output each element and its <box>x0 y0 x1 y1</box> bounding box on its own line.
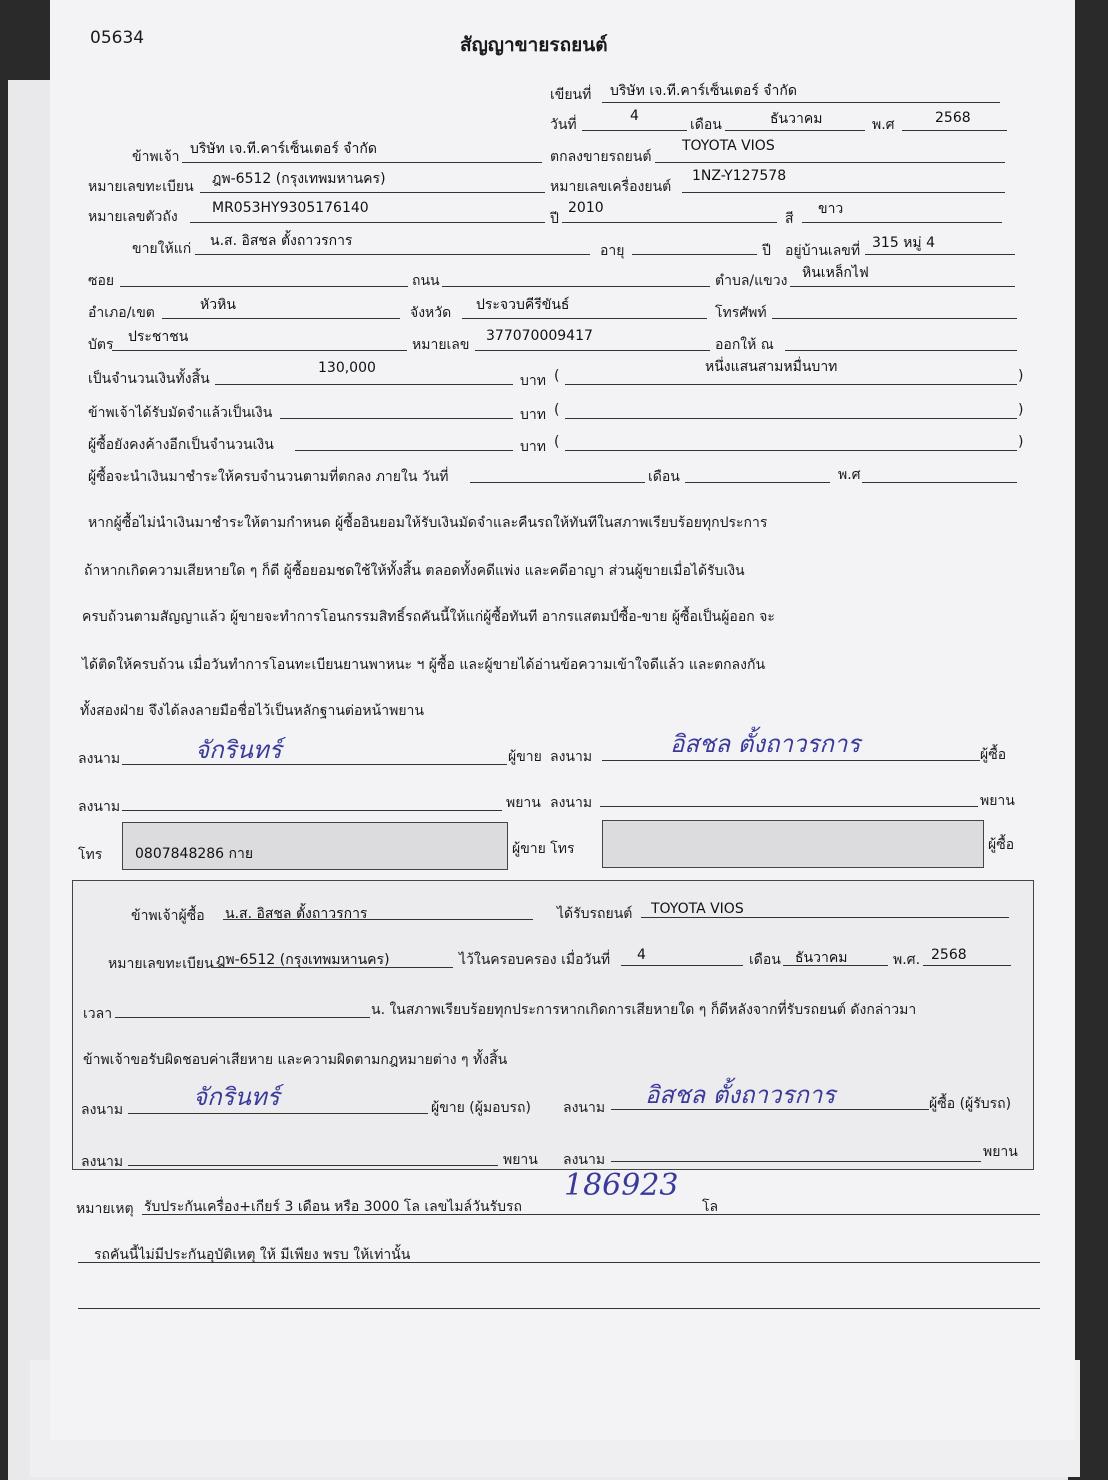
receipt-year-line <box>923 965 1011 966</box>
seller-role-label: ผู้ขาย <box>508 749 542 765</box>
house-label: อยู่บ้านเลขที่ <box>785 243 861 259</box>
color-label: สี <box>785 211 794 227</box>
card-no-value: 377070009417 <box>486 328 593 344</box>
issued-label: ออกให้ ณ <box>715 337 774 353</box>
doc-number: 05634 <box>90 28 145 48</box>
receipt-model-value: TOYOTA VIOS <box>651 901 744 917</box>
terms-line-4: ได้ติดให้ครบถ้วน เมื่อวันทำการโอนทะเบียนยานพาหนะ ฯ ผู้ซื้อ และผู้ขายได้อ่านข้อความเข้าใจดีแล้ว และตกลงกัน <box>82 657 766 673</box>
receipt-year-value: 2568 <box>931 947 967 963</box>
seller-sign-line <box>122 764 507 765</box>
deposit-line <box>280 418 513 419</box>
due-year-label: พ.ศ <box>838 467 861 483</box>
sell-to-label: ขายให้แก่ <box>132 241 192 257</box>
remain-open-paren: ( <box>554 434 560 450</box>
buyer-role-label: ผู้ซื้อ <box>980 747 1007 763</box>
buyer-name-value: น.ส. อิสชล ตั้งถาวรการ <box>210 233 353 249</box>
receipt-day-value: 4 <box>637 947 646 963</box>
due-month-label: เดือน <box>648 469 680 485</box>
deposit-words-line <box>565 418 1017 419</box>
seller-phone-box <box>122 822 508 870</box>
receipt-seller-role: ผู้ขาย (ผู้มอบรถ) <box>431 1100 531 1116</box>
seller-line <box>182 162 542 163</box>
year-line <box>902 130 1007 131</box>
plate-value: ฎพ-6512 (กรุงเทพมหานคร) <box>212 171 386 187</box>
receipt-time-label: เวลา <box>83 1006 113 1022</box>
witness1-sign-label: ลงนาม <box>78 799 121 815</box>
card-label: บัตร <box>88 337 114 353</box>
district-label: อำเภอ/เขต <box>88 305 155 321</box>
due-label: ผู้ซื้อจะนำเงินมาชำระให้ครบจำนวนตามที่ตกลง ภายใน วันที่ <box>88 469 449 485</box>
seller-phone-value: 0807848286 กาย <box>135 846 254 862</box>
chassis-label: หมายเลขตัวถัง <box>88 209 178 225</box>
due-year-line <box>862 482 1017 483</box>
province-label: จังหวัด <box>410 305 452 321</box>
receipt-time-line <box>115 1017 370 1018</box>
month-label: เดือน <box>690 117 722 133</box>
color-value: ขาว <box>818 201 844 217</box>
terms-line-1: หากผู้ซื้อไม่นำเงินมาชำระให้ตามกำหนด ผู้ซื้ออินยอมให้รับเงินมัดจำและคืนรถให้ทันทีในสภาพเรียบร้อยทุกประการ <box>88 515 768 531</box>
deposit-label: ข้าพเจ้าได้รับมัดจำแล้วเป็นเงิน <box>88 405 273 421</box>
remain-label: ผู้ซื้อยังคงค้างอีกเป็นจำนวนเงิน <box>88 437 274 453</box>
receipt-witness1-line <box>128 1165 498 1166</box>
plate-line <box>200 192 545 193</box>
receipt-witness1-role: พยาน <box>503 1152 538 1168</box>
card-value: ประชาชน <box>128 329 189 345</box>
road-line <box>442 286 710 287</box>
total-line <box>215 384 513 385</box>
receipt-possession-label: ไว้ในครอบครอง เมื่อวันที่ <box>459 952 611 968</box>
total-baht-label: บาท <box>520 373 546 389</box>
car-year-label: ปี <box>550 211 559 227</box>
total-open-paren: ( <box>554 368 560 384</box>
witness2-sign-label: ลงนาม <box>550 795 593 811</box>
road-label: ถนน <box>412 273 440 289</box>
remain-words-line <box>565 450 1017 451</box>
total-value: 130,000 <box>318 360 376 376</box>
page-title: สัญญาขายรถยนต์ <box>460 34 608 56</box>
month-value: ธันวาคม <box>770 111 823 127</box>
seller-phone-label: ผู้ขาย โทร <box>512 841 575 857</box>
receipt-condition-text: น. ในสภาพเรียบร้อยทุกประการหากเกิดการเสียหายใด ๆ ก็ดีหลังจากที่รับรถยนต์ ดังกล่าวมา <box>371 1002 917 1018</box>
car-year-value: 2010 <box>568 200 604 216</box>
total-close-paren: ) <box>1018 368 1024 384</box>
year-value: 2568 <box>935 110 971 126</box>
remarks-line-3 <box>78 1308 1040 1309</box>
terms-line-5: ทั้งสองฝ่าย จึงได้ลงลายมือชื่อไว้เป็นหลักฐานต่อหน้าพยาน <box>80 703 424 719</box>
subdistrict-label: ตำบล/แขวง <box>715 273 788 289</box>
receipt-buyer-signature: อิสชล ตั้งถาวรการ <box>645 1081 836 1109</box>
age-label: อายุ <box>600 243 625 259</box>
witness2-role-label: พยาน <box>980 793 1015 809</box>
chassis-value: MR053HY9305176140 <box>212 200 369 216</box>
issued-line <box>785 350 1017 351</box>
receipt-responsibility-text: ข้าพเจ้าขอรับผิดชอบค่าเสียหาย และความผิดตามกฎหมายต่าง ๆ ทั้งสิ้น <box>83 1052 508 1068</box>
written-at-label: เขียนที่ <box>550 87 592 103</box>
contract-sheet <box>50 0 1075 1440</box>
total-words-line <box>565 384 1017 385</box>
witness1-role-label: พยาน <box>506 795 541 811</box>
seller-value: บริษัท เจ.ที.คาร์เซ็นเตอร์ จำกัด <box>190 141 377 157</box>
terms-line-3: ครบถ้วนตามสัญญาแล้ว ผู้ขายจะทำการโอนกรรมสิทธิ์รถคันนี้ให้แก่ผู้ซื้อทันที อากรแสตมป์ซื้อ-ขาย ผู้ซื้อเป็นผู้ออก จะ <box>82 609 775 625</box>
receipt-model-line <box>641 917 1009 918</box>
written-at-line <box>602 102 1000 103</box>
due-day-line <box>470 482 645 483</box>
receipt-plate-value: ฎพ-6512 (กรุงเทพมหานคร) <box>216 952 390 968</box>
remain-line <box>295 450 513 451</box>
receipt-witness2-sign-label: ลงนาม <box>563 1152 606 1168</box>
soi-line <box>120 286 408 287</box>
engine-label: หมายเลขเครื่องยนต์ <box>550 179 672 195</box>
agree-sell-label: ตกลงขายรถยนต์ <box>550 149 652 165</box>
witness1-sign-line <box>122 810 502 811</box>
receipt-received-label: ได้รับรถยนต์ <box>557 906 633 922</box>
chassis-line <box>190 222 545 223</box>
plate-label: หมายเลขทะเบียน <box>88 179 194 195</box>
phone-row-label: โทร <box>78 847 103 863</box>
total-label: เป็นจำนวนเงินทั้งสิ้น <box>88 371 210 387</box>
receipt-year-label: พ.ศ. <box>893 952 921 968</box>
receipt-seller-signature: จักรินทร์ <box>193 1083 280 1111</box>
province-value: ประจวบคีรีขันธ์ <box>476 297 570 313</box>
buyer-name-line <box>195 254 590 255</box>
deposit-close-paren: ) <box>1018 402 1024 418</box>
receipt-day-line <box>621 965 743 966</box>
buyer-phone-label: ผู้ซื้อ <box>988 837 1015 853</box>
district-value: หัวหิน <box>200 297 236 313</box>
receipt-buyer-sign-label: ลงนาม <box>563 1100 606 1116</box>
card-no-label: หมายเลข <box>412 337 470 353</box>
house-line <box>865 254 1015 255</box>
receipt-buyer-role: ผู้ซื้อ (ผู้รับรถ) <box>929 1096 1012 1112</box>
receipt-witness1-sign-label: ลงนาม <box>81 1154 124 1170</box>
receipt-month-label: เดือน <box>749 952 781 968</box>
day-line <box>582 130 687 131</box>
remarks-label: หมายเหตุ <box>76 1201 134 1217</box>
buyer-sign-label: ลงนาม <box>550 749 593 765</box>
remarks-text-2: รถคันนี้ไม่มีประกันอุบัติเหตุ ให้ มีเพียง พรบ ให้เท่านั้น <box>94 1247 411 1263</box>
mileage-handwritten: 186923 <box>564 1168 679 1203</box>
receipt-witness2-role: พยาน <box>983 1144 1018 1160</box>
subdistrict-line <box>790 286 1015 287</box>
engine-line <box>682 192 1005 193</box>
seller-label: ข้าพเจ้า <box>132 149 180 165</box>
year-label: พ.ศ <box>872 117 895 133</box>
receipt-seller-sign-label: ลงนาม <box>81 1102 124 1118</box>
district-line <box>162 318 400 319</box>
receipt-witness2-line <box>611 1161 981 1162</box>
written-at-value: บริษัท เจ.ที.คาร์เซ็นเตอร์ จำกัด <box>610 83 797 99</box>
receipt-panel <box>72 880 1034 1170</box>
total-words-value: หนึ่งแสนสามหมื่นบาท <box>705 359 838 375</box>
receipt-buyer-label: ข้าพเจ้าผู้ซื้อ <box>131 908 205 924</box>
remain-close-paren: ) <box>1018 434 1024 450</box>
color-line <box>802 222 1002 223</box>
remarks-text-1: รับประกันเครื่อง+เกียร์ 3 เดือน หรือ 3000 โล เลขไมล์วันรับรถ <box>144 1199 522 1215</box>
seller-sign-label: ลงนาม <box>78 751 121 767</box>
engine-value: 1NZ-Y127578 <box>692 168 787 184</box>
card-no-line <box>475 350 710 351</box>
house-value: 315 หมู่ 4 <box>872 235 935 251</box>
soi-label: ซอย <box>88 273 115 289</box>
km-unit: โล <box>702 1199 719 1215</box>
model-value: TOYOTA VIOS <box>682 138 775 154</box>
age-unit: ปี <box>762 243 771 259</box>
witness2-sign-line <box>600 806 978 807</box>
phone-line <box>772 318 1017 319</box>
age-line <box>632 254 757 255</box>
due-month-line <box>685 482 830 483</box>
buyer-phone-box <box>602 820 984 868</box>
remain-baht-label: บาท <box>520 439 546 455</box>
deposit-open-paren: ( <box>554 402 560 418</box>
seller-signature: จักรินทร์ <box>195 736 282 764</box>
model-line <box>655 162 1005 163</box>
date-label: วันที่ <box>550 117 577 133</box>
receipt-buyer-value: น.ส. อิสชล ตั้งถาวรการ <box>225 906 368 922</box>
province-line <box>462 318 707 319</box>
card-line <box>112 350 407 351</box>
month-line <box>725 130 865 131</box>
subdistrict-value: หินเหล็กไฟ <box>802 265 869 281</box>
receipt-plate-label: หมายเลขทะเบียน <box>108 956 214 972</box>
car-year-line <box>562 222 777 223</box>
receipt-month-value: ธันวาคม <box>795 950 848 966</box>
phone-label: โทรศัพท์ <box>715 305 767 321</box>
buyer-signature: อิสชล ตั้งถาวรการ <box>670 730 861 758</box>
deposit-baht-label: บาท <box>520 407 546 423</box>
day-value: 4 <box>630 108 639 124</box>
terms-line-2: ถ้าหากเกิดความเสียหายใด ๆ ก็ดี ผู้ซื้อยอมชดใช้ให้ทั้งสิ้น ตลอดทั้งคดีแพ่ง และคดีอาญา ส่วนผู้ขายเมื่อได้รับเงิน <box>84 563 745 579</box>
